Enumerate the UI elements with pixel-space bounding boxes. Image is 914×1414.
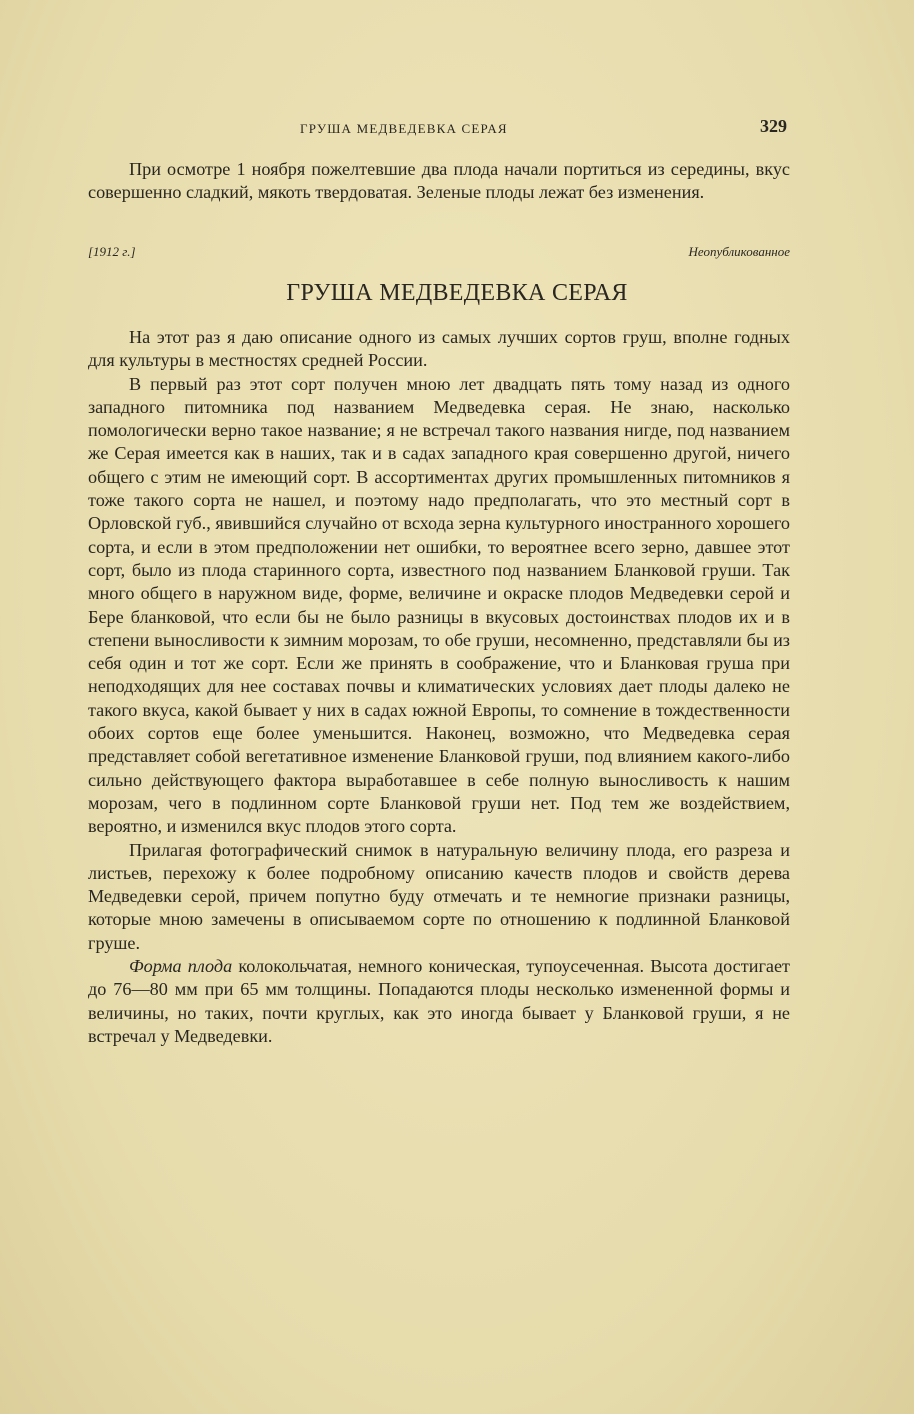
article-title: ГРУША МЕДВЕДЕВКА СЕРАЯ: [286, 280, 628, 306]
paragraph: На этот раз я даю описание одного из самых лучших сортов груш, вполне годных для культуры в местностях средней России.: [88, 327, 790, 371]
paragraph: Прилагая фотографический снимок в натуральную величину плода, его разреза и листьев, перехожу к более подробному описанию качеств плодов и свойств дерева Медведевки серой, причем попутно буду отмечать и те немногие признаки разницы, которые мною замечены в описываемом сорте по отношению к подлинной Бланковой груше.: [88, 839, 790, 953]
paragraph: При осмотре 1 ноября пожелтевшие два плода начали портиться из середины, вкус совершенно сладкий, мякоть твердоватая. Зеленые плоды лежат без изменения.: [88, 159, 790, 203]
article-footnote-line: [88, 244, 790, 260]
page-number: 329: [760, 116, 787, 136]
publication-status: Неопубликованное: [688, 244, 790, 259]
previous-article-ending: [88, 158, 790, 205]
date-note: [1912 г.]: [88, 244, 136, 259]
form-text: колокольчатая, немного коническая, тупоусеченная. Высота достигает до 76—80 мм при 65 мм толщины. Попадаются плоды несколько измененной формы и величины, но таких, почти круглых, как это иногда бывает у Бланковой груши, я не встречал у Медведевки.: [88, 956, 790, 1046]
paragraph-form: [88, 955, 790, 1048]
running-head: ГРУША МЕДВЕДЕВКА СЕРАЯ: [300, 121, 508, 136]
paragraph: В первый раз этот сорт получен мною лет двадцать пять тому назад из одного западного питомника под названием Медведевка серая. Не знаю, насколько помологически верно такое название; я не встречал такого названия нигде, под названием же Серая имеется как в наших, так и в садах западного края совершенно другой, ничего общего с этим не имеющий сорт. В ассортиментах других промышленных питомников я тоже такого сорта не нашел, и поэтому надо предполагать, что это местный сорт в Орловской губ., явившийся случайно от всхода зерна культурного иностранного хорошего сорта, и если в этом предположении нет ошибки, то вероятнее всего зерно, давшее этот сорт, было из плода старинного сорта, известного под названием Бланковой груши. Так много общего в наружном виде, форме, величине и окраске плодов Медведевки серой и Бере бланковой, что если бы не было разницы в вкусовых достоинствах плодов их и в степени выносливости к зимним морозам, то обе груши, несомненно, представляли бы из себя один и тот же сорт. Если же принять в соображение, что и Бланковая груша при неподходящих для нее составах почвы и климатических условиях дает плоды далеко не такого вкуса, какой бывает у них в садах южной Европы, то сомнение в тождественности обоих сортов еще более уменьшится. Наконец, возможно, что Медведевка серая представляет собой вегетативное изменение Бланковой груши, под влиянием какого-либо сильно действующего фактора выработавшее в себе полную выносливость к нашим морозам, чего в подлинном сорте Бланковой груши нет. Под тем же воздействием, вероятно, и изменился вкус плодов этого сорта.: [88, 373, 790, 837]
article-body: [88, 326, 790, 1048]
form-heading: Форма плода: [129, 956, 233, 977]
